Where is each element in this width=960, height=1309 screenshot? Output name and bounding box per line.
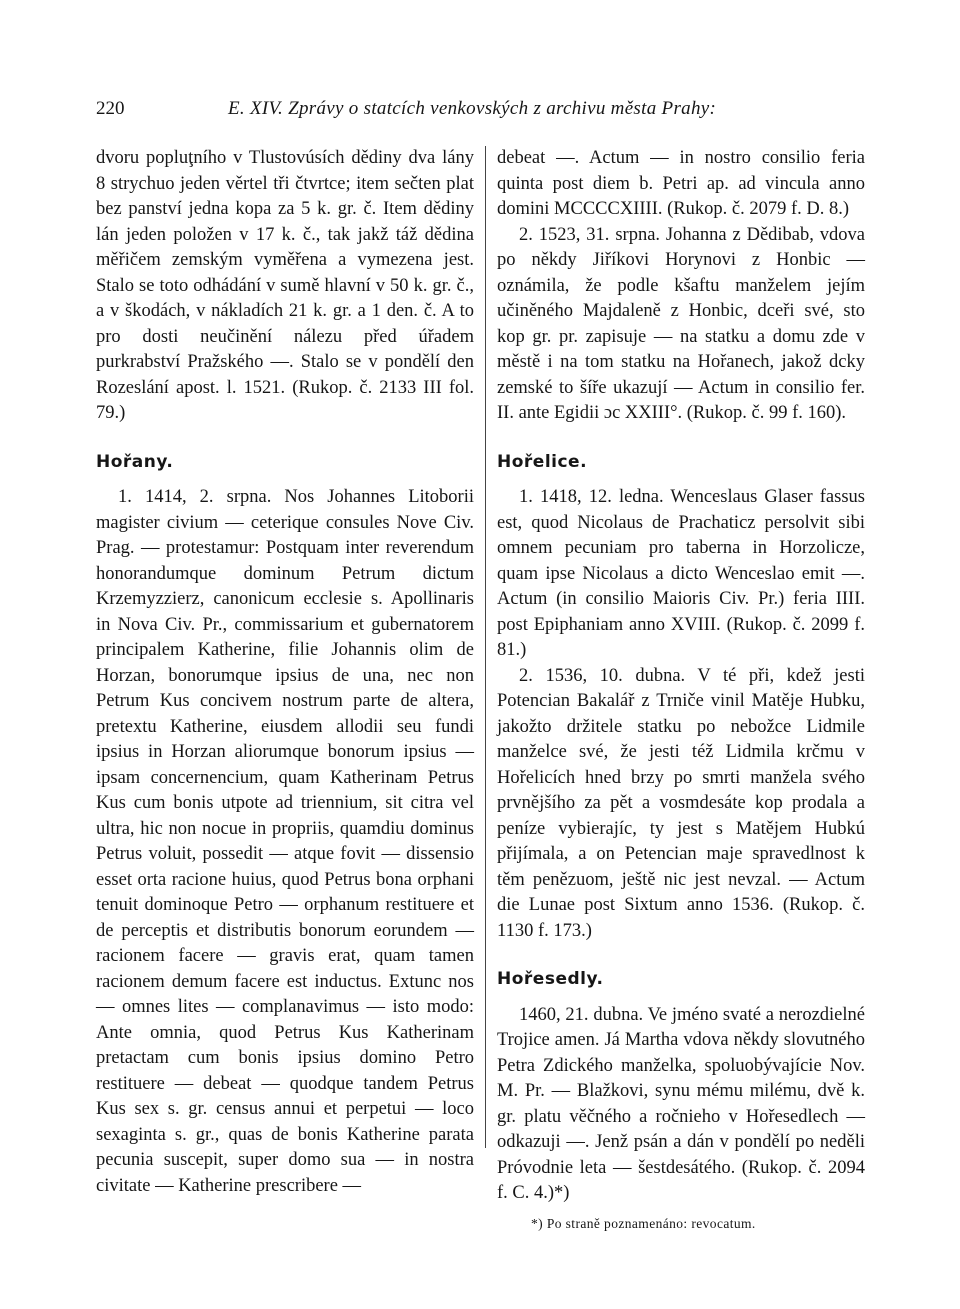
entry-horelice-2: 2. 1536, 10. dubna. V té při, kdež jesti Potencian Bakalář z Trniče vinil Matěje Hubku, jakožto držitele statku po nebožce Lidmile manželce své, že jesti též Lidmila krčmu v Hořelicích hned brzy po smrti manžela svého prvnějšího za pět a vosmdesáte kop prodala a peníze vybierajíc, ty jest s Matějem Hubkú přijímala, a on Petencian maje spravedlnost k těm penězuom, ještě nic jest nevzal. — Actum die Lunae post Sixtum anno 1536. (Rukop. č. 1130 f. 173.) (497, 665, 865, 941)
continued-paragraph: dvoru popluţního v Tlustovúsích dědiny dva lány 8 strychuo jeden věrtel tři čtvrtce; item sečten plat bez panství jedna kopa za 5 k. gr. č. Item dědiny lán jeden položen v 17 k. č., tak jakž táž dědina měřičem zemským vyměřena a vymezena jest. Stalo se toto odhádání v sumě hlavní v 50 k. gr. č., a v škodách, v nákladích 21 k. gr. a 1 den. č. A to pro dosti neučinění nálezu před úřadem purkrabství Pražského —. Stalo se v pondělí den Rozeslání apost. l. 1521. (Rukop. č. 2133 III fol. 79.) (96, 148, 474, 423)
entry-horelice-1: 1. 1418, 12. ledna. Wenceslaus Glaser fassus est, quod Nicolaus de Prachaticz persolvit sibi omnem pecuniam pro taberna in Horzolicze, quam ipse Nicolaus a dicto Wenceslao emit —. Actum (in consilio Maioris Civ. Pr.) feria IIII. post Epiphaniam anno XVIII. (Rukop. č. 2099 f. 81.) (497, 487, 865, 660)
column-divider (485, 146, 486, 1148)
page-header (96, 98, 864, 128)
section-heading-horesedly: Hořesedly. (497, 969, 604, 989)
entry-horesedly-1: 1460, 21. dubna. Ve jméno svaté a nerozdielné Trojice amen. Já Martha vdova někdy slovutného Petra Zdického manželka, spoluobývajície Nov. M. Pr. — Blažkovi, synu mému milému, dvě k. gr. platu věčného a ročnieho v Hořesedlech — odkazuji —. Jenž psán a dán v pondělí po neděli Próvodnie leta — šestdesátého. (Rukop. č. 2094 f. C. 4.)*) (497, 1004, 865, 1203)
right-column (497, 146, 865, 1233)
footnote: *) Po straně poznamenáno: revocatum. (531, 1215, 756, 1231)
entry-horany-2: 2. 1523, 31. srpna. Johanna z Dědibab, vdova po někdy Jiříkovi Horynovi z Honbic — oznámila, že podle kšaftu manželem jejím učiněného Majdaleně z Honbic, dceři své, sto kop gr. pr. zapisuje — na statku a domu zde v městě i na tom statku na Hořanech, jakož dcky zemské to šíře ukazují — Actum in consilio fer. II. ante Egidii ɔc XXIII°. (Rukop. č. 99 f. 160). (497, 224, 865, 423)
page-number: 220 (96, 98, 125, 119)
continued-paragraph-right: debeat —. Actum — in nostro consilio feria quinta post diem b. Petri ap. ad vincula anno domini MCCCCXIIII. (Rukop. č. 2079 f. D. 8.) (497, 148, 865, 219)
section-heading-horelice: Hořelice. (497, 451, 588, 472)
left-column (96, 146, 474, 1199)
entry-horany-1: 1. 1414, 2. srpna. Nos Johannes Litoborii magister civium — ceterique consules Nove Civ. Prag. — protestamur: Postquam inter reverendum honorandumque dominum Petrum dictum Krzemyzzierz, canonicum ecclesie s. Apollinaris in Nova Civ. Pr., commissarium et gubernatorem principalem Katherine, filie Johannis olim de Horzan, bonorumque ipsius de una, nec non Petrum Kus concivem nostrum parte de altera, pretextu Katherine, eiusdem allodii seu fundi ipsius in Horzan aliorumque bonorum ipsius — ipsam concernencium, quam Katherinam Petrus Kus cum bonis utpote ad triennium, sit citra vel ultra, hic non nocue in propriis, quamdiu dominus Petrus voluit, possedit — atque fovit — dissensio esset orta racione huius, quod Petrus bona orphani tenuit dominoque Petro — orphanum restituere et de perceptis et distributis bonorum eorundem — racionem facere — gravis erat, quam tamen racionem demum facere est inductus. Extunc nos — omnes lites — complanavimus — isto modo: Ante omnia, quod Petrus Kus Katherinam pretactam cum bonis ipsius domino Petro restituere — debeat — quodque tandem Petrus Kus sex s. gr. census annui et perpetui — loco sexaginta s. gr., quas de bonis Katherine parata pecunia suscepit, super domo sua — in nostra civitate — Katherine prescribere — (96, 487, 474, 1196)
section-heading-horany: Hořany. (96, 451, 174, 472)
running-head: E. XIV. Zprávy o statcích venkovských z archivu města Prahy: (228, 98, 717, 119)
